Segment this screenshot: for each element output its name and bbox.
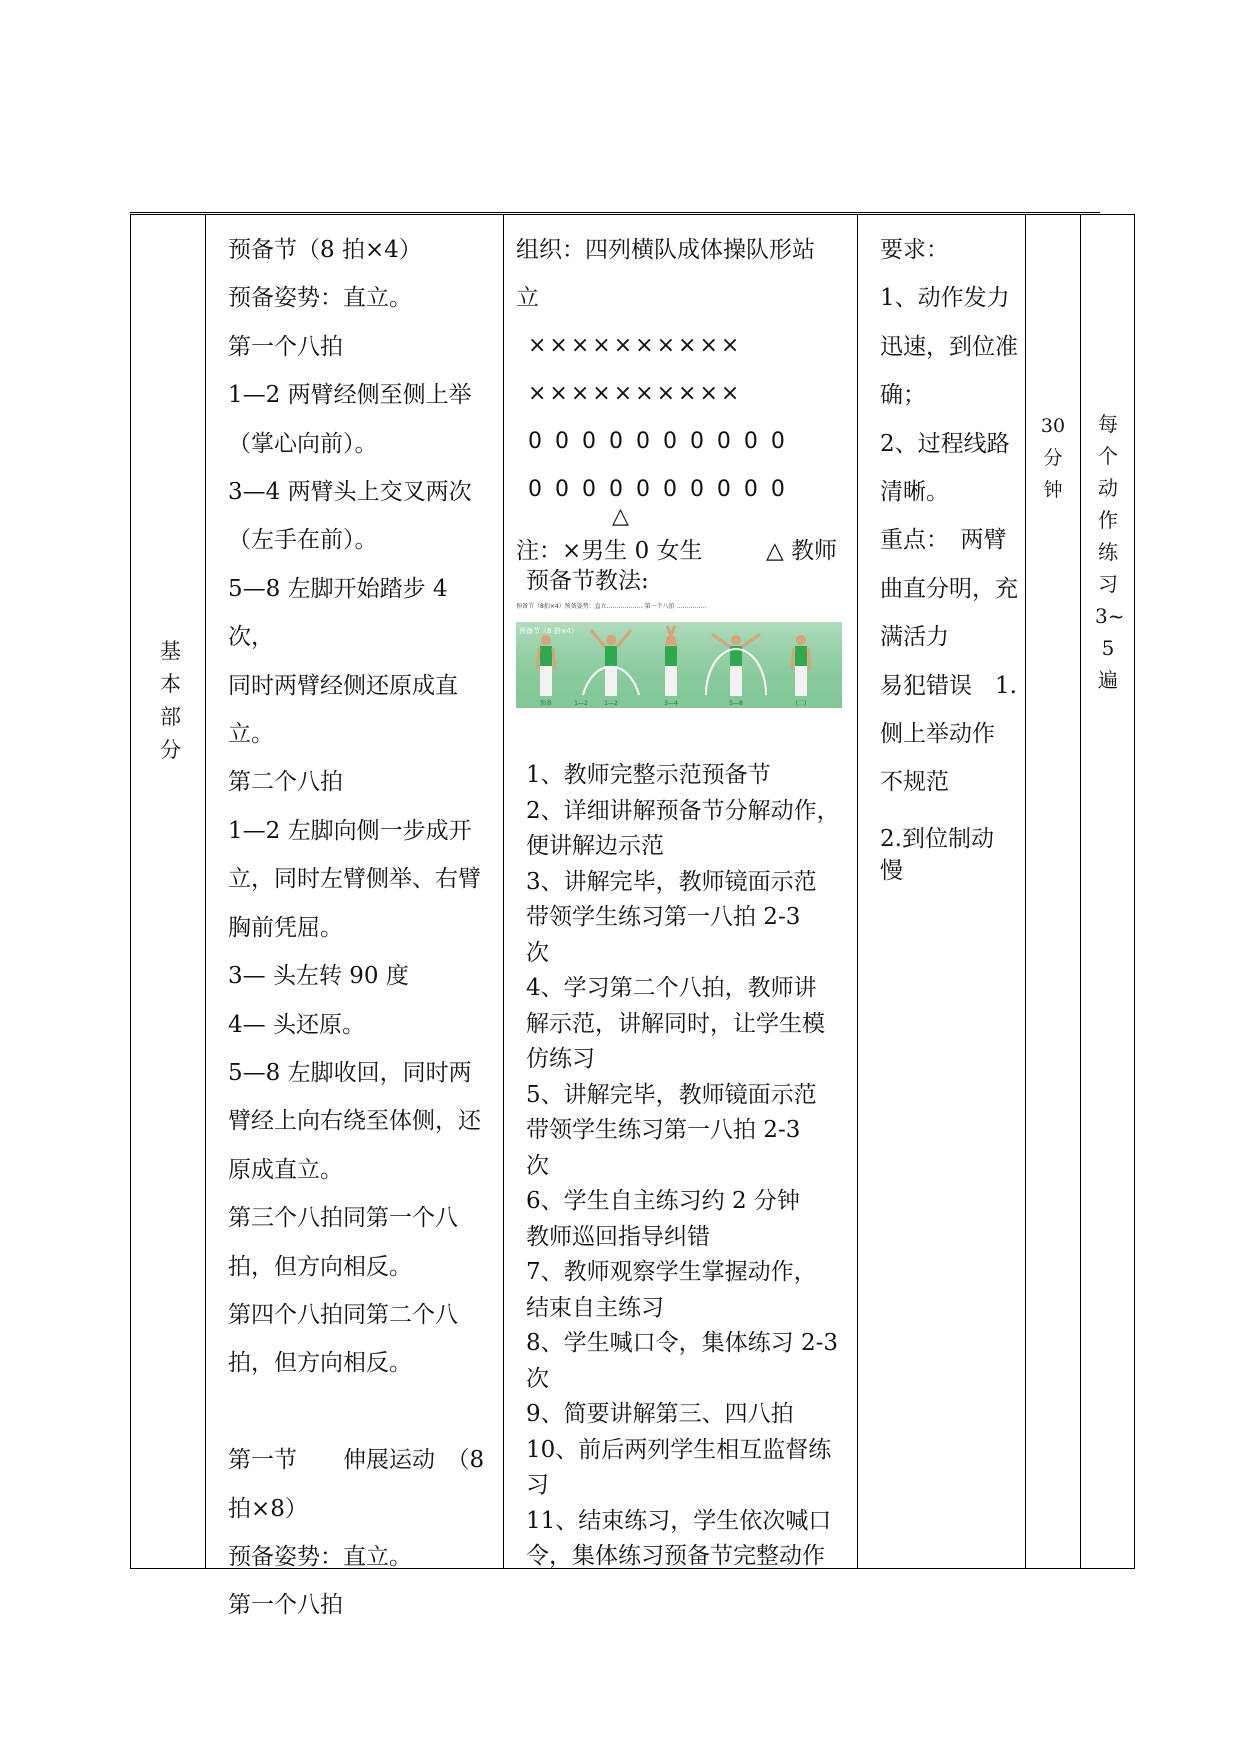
requirement-line: 曲直分明，充 bbox=[880, 575, 1018, 602]
movement-line: （掌心向前）。 bbox=[228, 430, 378, 457]
common-error-2-cont: 慢 bbox=[880, 857, 903, 884]
movement-line: 3— 头左转 90 度 bbox=[228, 963, 409, 990]
requirement-line: 要求： bbox=[880, 237, 949, 263]
movement-line: 1—2 左脚向侧一步成开 bbox=[228, 817, 472, 844]
method-step-line: 2、详细讲解预备节分解动作， bbox=[526, 797, 840, 824]
beat-label: 5—8 bbox=[729, 700, 743, 707]
movement-line: 5—8 左脚收回，同时两 bbox=[228, 1059, 472, 1086]
formation-legend bbox=[516, 536, 856, 566]
legend-teacher: △ 教师 bbox=[766, 538, 837, 564]
movement-line: 立。 bbox=[228, 721, 274, 748]
repetition-char: 个 bbox=[1098, 444, 1118, 468]
method-step-line: 结束自主练习 bbox=[526, 1294, 664, 1321]
method-step-line: 5、讲解完毕，教师镜面示范 bbox=[526, 1081, 817, 1108]
teacher-position-icon: △ bbox=[612, 504, 629, 529]
movement-line: 5—8 左脚开始踏步 4 次， bbox=[228, 575, 448, 651]
repetition-char: 3~ bbox=[1095, 604, 1125, 628]
method-step-line: 次 bbox=[526, 1365, 549, 1392]
requirement-line: 清晰。 bbox=[880, 479, 949, 506]
method-step-line: 4、学习第二个八拍，教师讲 bbox=[526, 975, 817, 1001]
organization-title: 组织：四列横队成体操队形站 bbox=[516, 237, 815, 263]
method-step-line: 1、教师完整示范预备节 bbox=[526, 762, 771, 788]
time-char: 分 bbox=[1043, 447, 1063, 469]
movement-line: 原成直立。 bbox=[228, 1156, 343, 1183]
movement-line: 同时两臂经侧还原成直 bbox=[228, 672, 458, 699]
beat-label: 1—2 bbox=[574, 700, 588, 707]
movement-line: 第三个八拍同第一个八 bbox=[228, 1205, 458, 1232]
repetition-char: 动 bbox=[1098, 476, 1118, 500]
column-divider bbox=[1025, 214, 1026, 1569]
repetition-char: 作 bbox=[1098, 508, 1118, 532]
movement-line: 第一个八拍 bbox=[228, 333, 343, 360]
requirement-line: 确； bbox=[880, 382, 926, 409]
movement-line: 预备姿势：直立。 bbox=[228, 285, 412, 312]
formation-row-boys: ×××××××××× bbox=[528, 381, 743, 406]
common-error-2: 2.到位制动 bbox=[880, 825, 994, 852]
method-step-line: 11、结束练习，学生依次喊口 bbox=[526, 1507, 832, 1534]
formation-row-girls: 0 0 0 0 0 0 0 0 0 0 bbox=[528, 429, 788, 454]
movement-line: 立，同时左臂侧举、右臂 bbox=[228, 866, 481, 893]
beat-label: 3—4 bbox=[664, 700, 678, 707]
method-step-line: 带领学生练习第一八拍 2-3 bbox=[526, 1117, 801, 1143]
repetition-char: 每 bbox=[1098, 412, 1118, 436]
movement-line: 第二个八拍 bbox=[228, 769, 343, 796]
movement-line: 预备姿势：直立。 bbox=[228, 1543, 412, 1570]
method-step-line: 8、学生喊口令，集体练习 2-3 bbox=[526, 1330, 838, 1356]
repetition-count bbox=[1095, 408, 1125, 696]
method-step-line: 次 bbox=[526, 1152, 549, 1179]
movement-line: 第四个八拍同第二个八 bbox=[228, 1301, 458, 1328]
method-step-line: 7、教师观察学生掌握动作， bbox=[526, 1259, 817, 1285]
method-step-line: 习 bbox=[526, 1472, 549, 1498]
requirements-column bbox=[880, 214, 1020, 887]
movement-line: 1—2 两臂经侧至侧上举 bbox=[228, 382, 472, 409]
top-rule bbox=[130, 212, 1100, 213]
requirement-line: 重点： 两臂 bbox=[880, 527, 1007, 554]
exercise-illustration bbox=[516, 600, 842, 710]
column-divider bbox=[205, 214, 206, 1569]
movement-line: 拍，但方向相反。 bbox=[228, 1350, 412, 1377]
method-title: 预备节教法: bbox=[526, 568, 649, 594]
movement-line: 预备节（8 拍×4） bbox=[228, 237, 422, 263]
section-label: 基本部分 bbox=[160, 639, 181, 762]
illustration-panel-label: 预备节（8 拍×4） bbox=[519, 627, 578, 635]
method-step-line: 3、讲解完毕，教师镜面示范 bbox=[526, 868, 817, 895]
movement-line: 拍×8） bbox=[228, 1495, 308, 1522]
method-step-line: 次 bbox=[526, 939, 549, 966]
requirement-line: 满活力 bbox=[880, 624, 949, 651]
movement-line: 4— 头还原。 bbox=[228, 1011, 365, 1038]
method-step-line: 9、简要讲解第三、四八拍 bbox=[526, 1401, 794, 1427]
time-char: 钟 bbox=[1043, 479, 1063, 501]
legend-students: 注：×男生 0 女生 bbox=[516, 538, 703, 564]
repetition-char: 习 bbox=[1098, 572, 1118, 596]
time-allocation bbox=[1038, 410, 1068, 506]
illustration-caption: 预备节（8拍×4）预备姿势：直立……………… 第一个八拍 …………… bbox=[516, 603, 707, 610]
method-step-line: 便讲解边示范 bbox=[526, 833, 664, 859]
movement-line bbox=[228, 1388, 498, 1436]
method-step-line: 解示范，讲解同时，让学生模 bbox=[526, 1010, 825, 1037]
method-step-line: 6、学生自主练习约 2 分钟 bbox=[526, 1188, 800, 1214]
movement-line: 第一节 伸展运动 （8 bbox=[228, 1447, 485, 1474]
repetition-char: 遍 bbox=[1098, 668, 1118, 692]
method-step-line: 教师巡回指导纠错 bbox=[526, 1223, 710, 1250]
requirement-line: 迅速，到位准 bbox=[880, 333, 1018, 360]
method-step-line: 10、前后两列学生相互监督练 bbox=[526, 1436, 832, 1463]
organization-title-cont: 立 bbox=[516, 285, 539, 311]
method-step-line: 令，集体练习预备节完整动作 bbox=[526, 1543, 825, 1569]
method-step-line: 仿练习 bbox=[526, 1046, 595, 1072]
beat-label: (二) bbox=[795, 700, 807, 707]
movement-line: 拍，但方向相反。 bbox=[228, 1253, 412, 1280]
beat-label: 预备 bbox=[539, 700, 553, 707]
requirement-line: 侧上举动作 bbox=[880, 721, 995, 748]
movement-line: （左手在前）。 bbox=[228, 527, 378, 554]
method-step-line: 带领学生练习第一八拍 2-3 bbox=[526, 904, 801, 930]
formation-row-boys: ×××××××××× bbox=[528, 333, 743, 358]
requirement-line: 易犯错误 1. bbox=[880, 672, 1017, 699]
organization-block bbox=[516, 214, 856, 514]
requirement-line: 不规范 bbox=[880, 769, 949, 796]
column-divider bbox=[503, 214, 504, 1569]
time-char: 30 bbox=[1040, 415, 1066, 437]
repetition-char: 练 bbox=[1098, 540, 1118, 564]
movement-line: 3—4 两臂头上交叉两次 bbox=[228, 479, 472, 506]
movement-line: 第一个八拍 bbox=[228, 1592, 343, 1619]
movement-line: 胸前凭屈。 bbox=[228, 914, 343, 941]
beat-label: 1—2 bbox=[604, 700, 618, 707]
column-divider bbox=[1080, 214, 1081, 1569]
requirement-line: 1、动作发力 bbox=[880, 285, 1010, 312]
requirement-line: 2、过程线路 bbox=[880, 430, 1010, 457]
teaching-method-steps bbox=[526, 758, 856, 1575]
movement-description bbox=[228, 214, 498, 1630]
repetition-char: 5 bbox=[1101, 636, 1115, 660]
column-divider bbox=[857, 214, 858, 1569]
formation-row-girls: 0 0 0 0 0 0 0 0 0 0 bbox=[528, 477, 788, 502]
movement-line: 臂经上向右绕至体侧，还 bbox=[228, 1108, 481, 1135]
